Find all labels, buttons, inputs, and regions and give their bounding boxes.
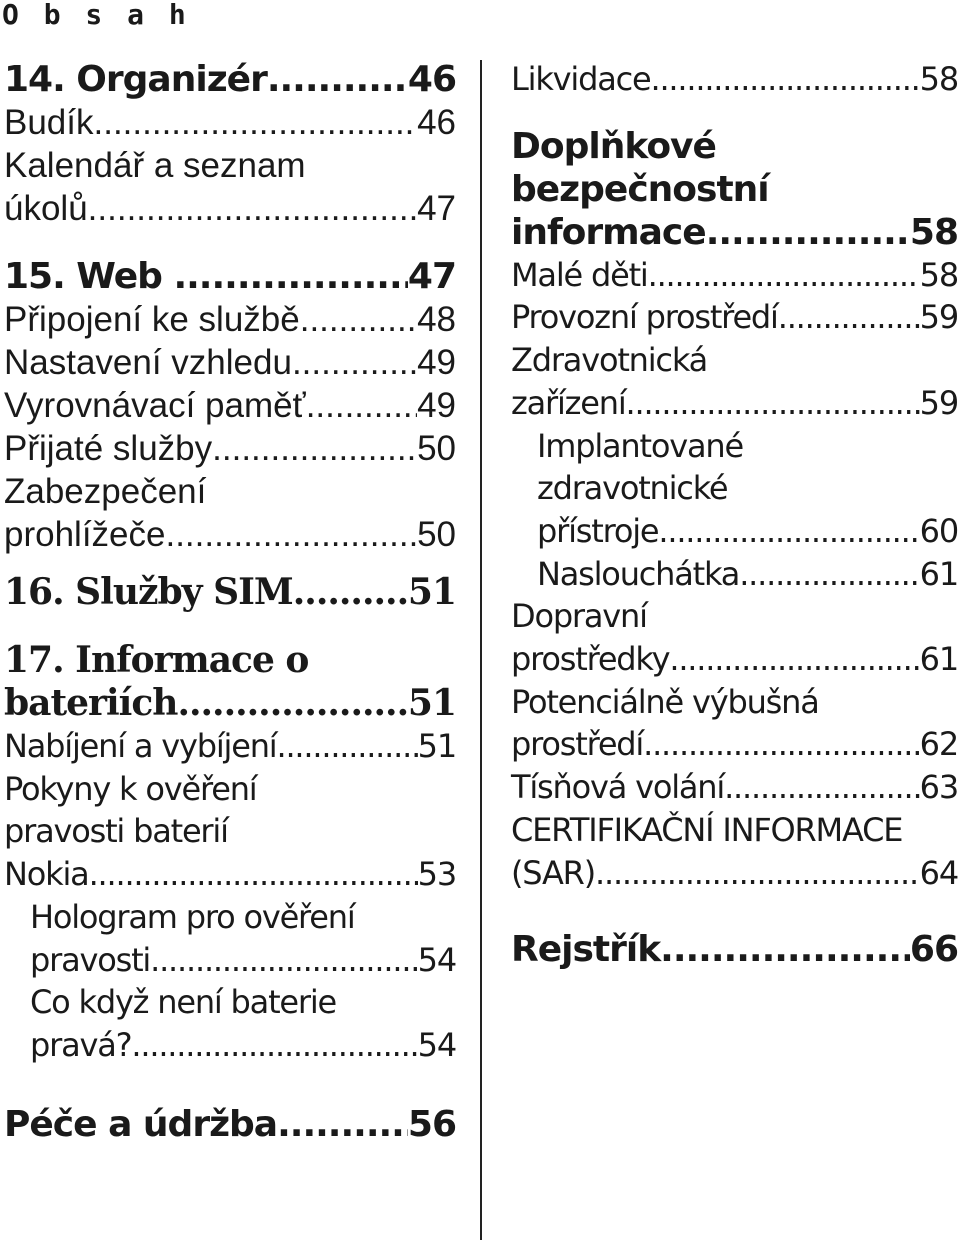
toc-chapter[interactable]: 15. Web ..... 47 xyxy=(4,255,456,298)
toc-entry[interactable]: Nastavení vzhledu ..... 49 xyxy=(4,341,456,384)
toc-chapter[interactable]: Rejstřík ..... 66 xyxy=(511,928,958,971)
toc-subentry[interactable]: Co když není baterie pravá? ..... 54 xyxy=(4,981,456,1066)
toc-entry[interactable]: Kalendář a seznam úkolů ..... 47 xyxy=(4,144,456,230)
toc-entry[interactable]: Likvidace ..... 58 xyxy=(511,58,958,101)
toc-subentry[interactable]: Hologram pro ověření pravosti ..... 54 xyxy=(4,896,456,981)
toc-subentry[interactable]: Implantované zdravotnické přístroje ..... 60 xyxy=(511,425,958,553)
toc-chapter[interactable]: 16. Služby SIM ..... 51 xyxy=(4,571,456,614)
toc-entry[interactable]: Malé děti ..... 58 xyxy=(511,254,958,297)
toc-entry[interactable]: Pokyny k ověření pravosti baterií Nokia ..... 53 xyxy=(4,768,456,896)
toc-entry[interactable]: Připojení ke službě ..... 48 xyxy=(4,298,456,341)
toc-entry[interactable]: Provozní prostředí ..... 59 xyxy=(511,296,958,339)
toc-entry[interactable]: Zabezpečení prohlížeče ..... 50 xyxy=(4,470,456,556)
toc-entry[interactable]: CERTIFIKAČNÍ INFORMACE (SAR) ..... 64 xyxy=(511,809,958,894)
toc-chapter[interactable]: 17. Informace o bateriích ..... 51 xyxy=(4,639,456,725)
column-divider xyxy=(480,60,482,1240)
toc-chapter[interactable]: 14. Organizér ..... 46 xyxy=(4,58,456,101)
toc-entry[interactable]: Budík ..... 46 xyxy=(4,101,456,144)
toc-entry[interactable]: Nabíjení a vybíjení ..... 51 xyxy=(4,725,456,768)
page-header: O b s a h xyxy=(2,0,190,31)
toc-entry[interactable]: Vyrovnávací paměť ..... 49 xyxy=(4,384,456,427)
toc-entry[interactable]: Potenciálně výbušná prostředí ..... 62 xyxy=(511,681,958,766)
toc-entry[interactable]: Dopravní prostředky ..... 61 xyxy=(511,595,958,680)
toc-entry[interactable]: Přijaté služby ..... 50 xyxy=(4,427,456,470)
toc-chapter[interactable]: Doplňkové bezpečnostní informace ..... 58 xyxy=(511,125,958,254)
toc-column-right xyxy=(511,58,958,971)
toc-entry[interactable]: Zdravotnická zařízení ..... 59 xyxy=(511,339,958,424)
toc-entry[interactable]: Tísňová volání ..... 63 xyxy=(511,766,958,809)
toc-chapter[interactable]: Péče a údržba ..... 56 xyxy=(4,1103,456,1146)
toc-subentry[interactable]: Naslouchátka ..... 61 xyxy=(511,553,958,596)
toc-column-left xyxy=(4,58,456,1146)
